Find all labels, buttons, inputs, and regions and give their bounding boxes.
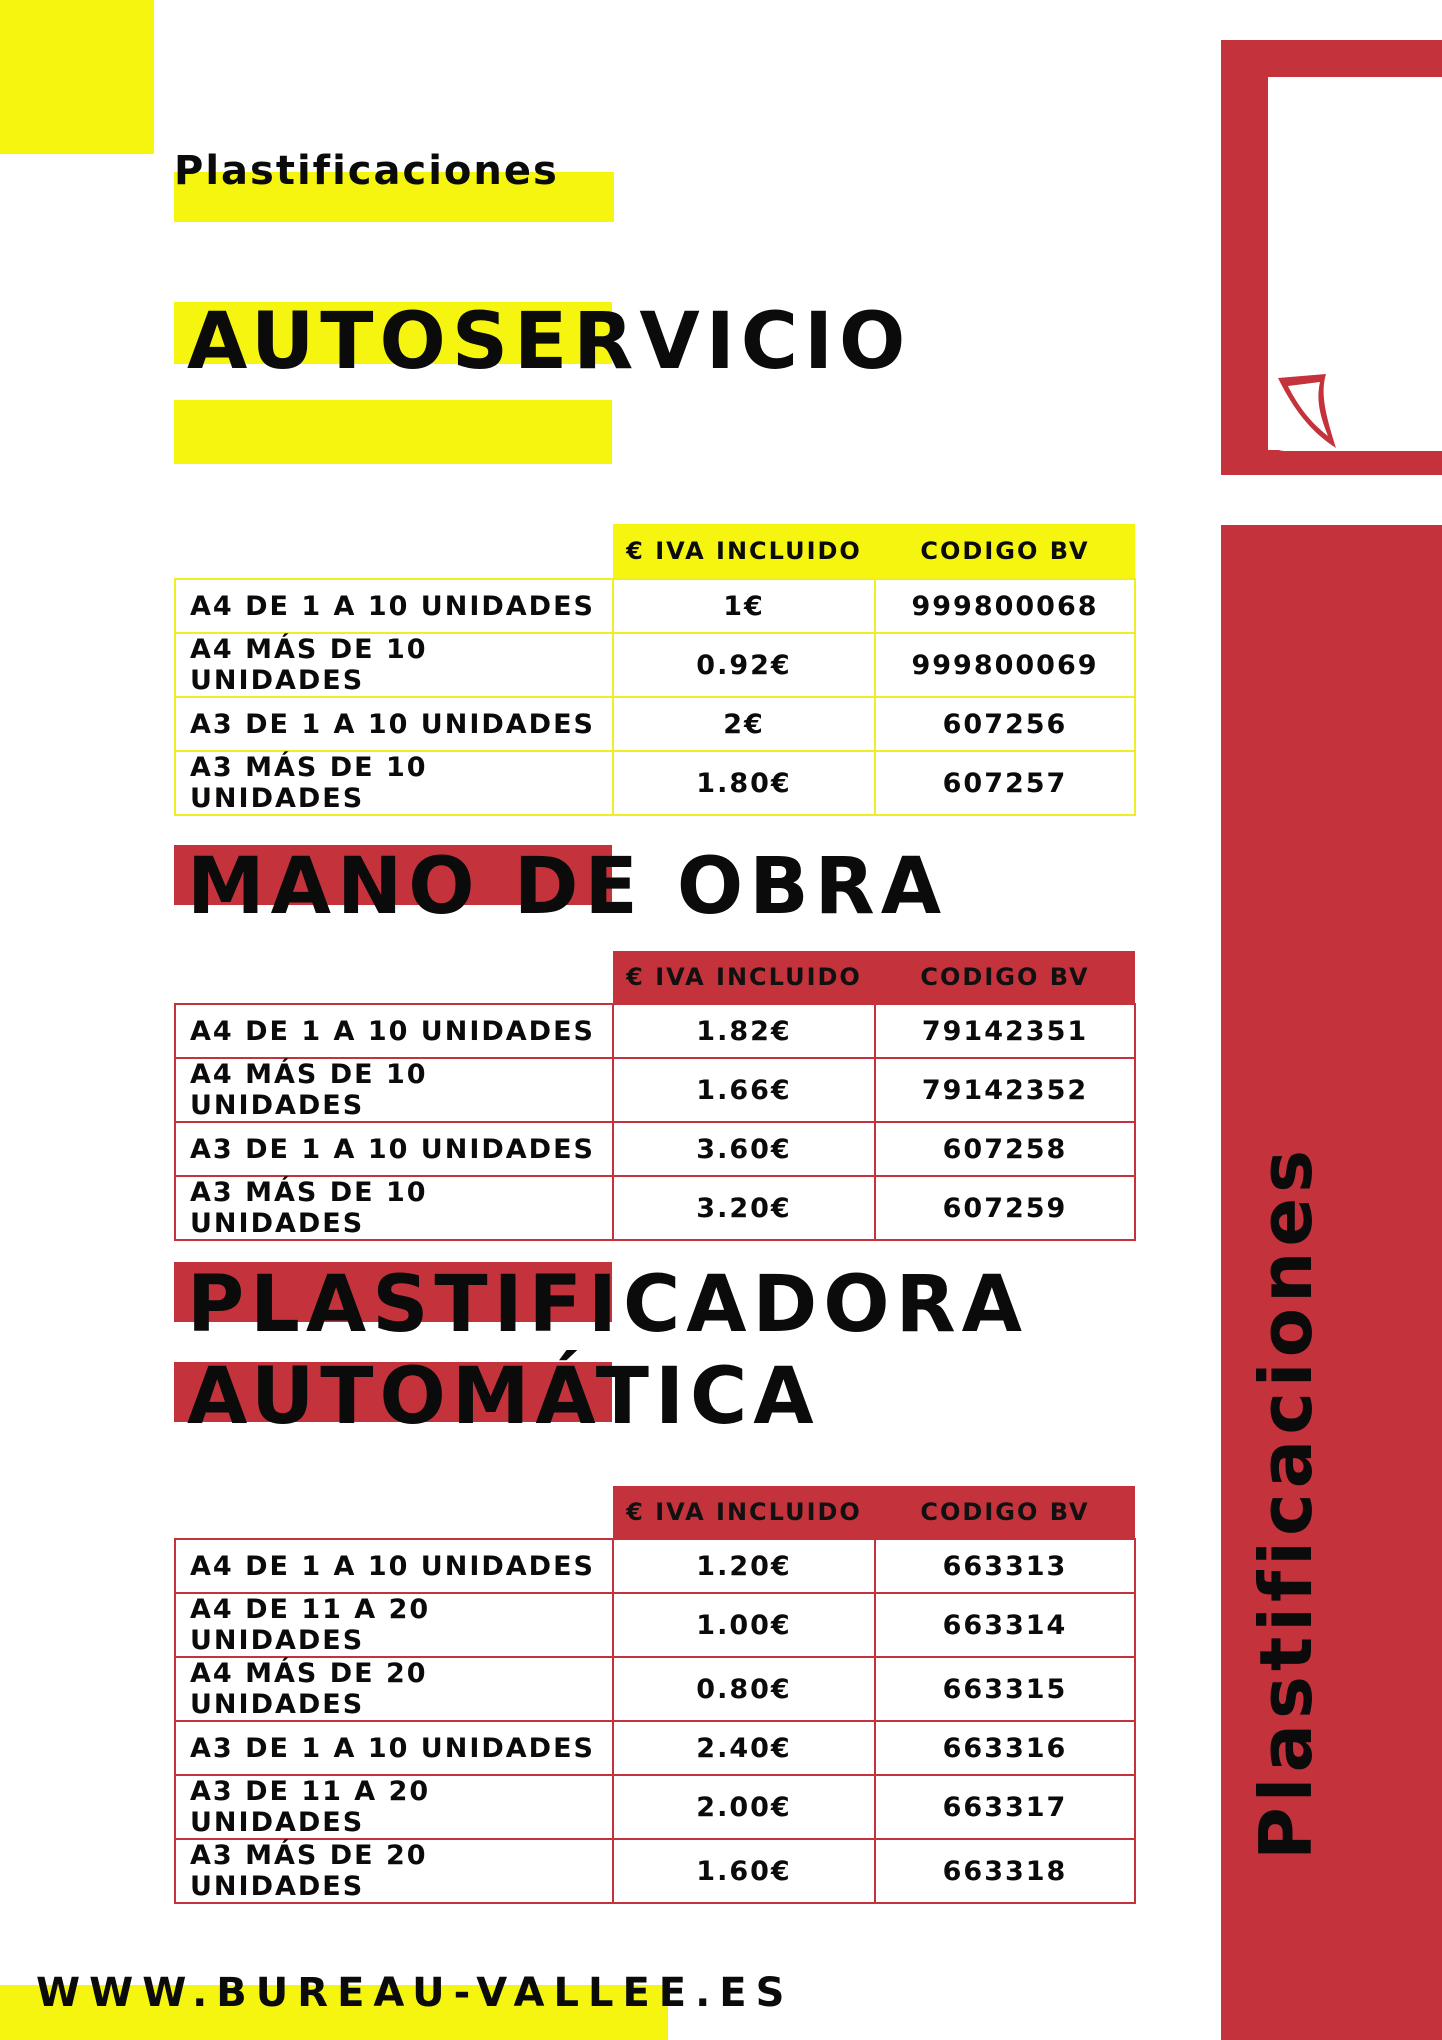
- table-row: [175, 751, 1135, 815]
- row-label: A4 DE 11 A 20 UNIDADES: [175, 1593, 613, 1657]
- price-table-autoservicio: [174, 524, 1136, 816]
- row-label: A3 MÁS DE 10 UNIDADES: [175, 1176, 613, 1240]
- row-label: A4 MÁS DE 10 UNIDADES: [175, 633, 613, 697]
- table-header-row: [175, 1486, 1135, 1539]
- table-row: [175, 1176, 1135, 1240]
- table-row: [175, 1122, 1135, 1176]
- column-header-code: CODIGO BV: [875, 524, 1135, 579]
- footer-website-link[interactable]: WWW.BUREAU-VALLEE.ES: [36, 1970, 794, 2016]
- row-label: A3 MÁS DE 20 UNIDADES: [175, 1839, 613, 1903]
- column-header-price: € IVA INCLUIDO: [613, 1486, 875, 1539]
- table-row: [175, 697, 1135, 751]
- row-code: 663318: [875, 1839, 1135, 1903]
- section-title-plastificadora: PLASTIFICADORA: [187, 1260, 1029, 1350]
- table-row: [175, 579, 1135, 633]
- row-price: 1.82€: [613, 1004, 875, 1058]
- table-row: [175, 1839, 1135, 1903]
- row-price: 1.60€: [613, 1839, 875, 1903]
- row-price: 0.80€: [613, 1657, 875, 1721]
- row-code: 607259: [875, 1176, 1135, 1240]
- row-price: 1.80€: [613, 751, 875, 815]
- table-row: [175, 1539, 1135, 1593]
- table-row: [175, 1657, 1135, 1721]
- table-row: [175, 1004, 1135, 1058]
- row-label: A3 DE 1 A 10 UNIDADES: [175, 1122, 613, 1176]
- column-header-price: € IVA INCLUIDO: [613, 951, 875, 1004]
- row-code: 999800069: [875, 633, 1135, 697]
- page-curl-icon: [1268, 370, 1348, 470]
- row-code: 79142351: [875, 1004, 1135, 1058]
- section-title-autoservicio: AUTOSERVICIO: [187, 297, 912, 387]
- column-header-price: € IVA INCLUIDO: [613, 524, 875, 579]
- side-vertical-title: Plastificaciones: [1244, 1144, 1328, 1860]
- row-price: 2€: [613, 697, 875, 751]
- row-label: A4 MÁS DE 10 UNIDADES: [175, 1058, 613, 1122]
- row-price: 1€: [613, 579, 875, 633]
- table-row: [175, 1593, 1135, 1657]
- row-code: 607256: [875, 697, 1135, 751]
- row-price: 1.20€: [613, 1539, 875, 1593]
- row-code: 663316: [875, 1721, 1135, 1775]
- table-row: [175, 1775, 1135, 1839]
- table-row: [175, 1058, 1135, 1122]
- row-label: A4 DE 1 A 10 UNIDADES: [175, 579, 613, 633]
- row-code: 663313: [875, 1539, 1135, 1593]
- table-row: [175, 1721, 1135, 1775]
- column-header-code: CODIGO BV: [875, 951, 1135, 1004]
- row-label: A4 DE 1 A 10 UNIDADES: [175, 1539, 613, 1593]
- yellow-corner-block: [0, 0, 154, 154]
- row-price: 1.00€: [613, 1593, 875, 1657]
- section-title-automatica: AUTOMÁTICA: [187, 1352, 820, 1442]
- row-label: A3 DE 1 A 10 UNIDADES: [175, 1721, 613, 1775]
- row-label: A3 DE 11 A 20 UNIDADES: [175, 1775, 613, 1839]
- row-price: 2.00€: [613, 1775, 875, 1839]
- row-label: A4 MÁS DE 20 UNIDADES: [175, 1657, 613, 1721]
- row-price: 3.60€: [613, 1122, 875, 1176]
- row-code: 79142352: [875, 1058, 1135, 1122]
- row-price: 0.92€: [613, 633, 875, 697]
- row-code: 663317: [875, 1775, 1135, 1839]
- table-row: [175, 633, 1135, 697]
- price-table-plastificadora: [174, 1486, 1136, 1904]
- section-title-mano-de-obra: MANO DE OBRA: [187, 842, 948, 932]
- row-code: 999800068: [875, 579, 1135, 633]
- row-price: 1.66€: [613, 1058, 875, 1122]
- row-label: A3 MÁS DE 10 UNIDADES: [175, 751, 613, 815]
- row-code: 607258: [875, 1122, 1135, 1176]
- row-label: A4 DE 1 A 10 UNIDADES: [175, 1004, 613, 1058]
- row-code: 607257: [875, 751, 1135, 815]
- row-label: A3 DE 1 A 10 UNIDADES: [175, 697, 613, 751]
- section-title-highlight: [174, 400, 612, 464]
- row-code: 663314: [875, 1593, 1135, 1657]
- row-code: 663315: [875, 1657, 1135, 1721]
- row-price: 2.40€: [613, 1721, 875, 1775]
- header-label: Plastificaciones: [174, 148, 559, 194]
- column-header-code: CODIGO BV: [875, 1486, 1135, 1539]
- price-table-mano-de-obra: [174, 951, 1136, 1241]
- table-header-row: [175, 524, 1135, 579]
- table-header-row: [175, 951, 1135, 1004]
- row-price: 3.20€: [613, 1176, 875, 1240]
